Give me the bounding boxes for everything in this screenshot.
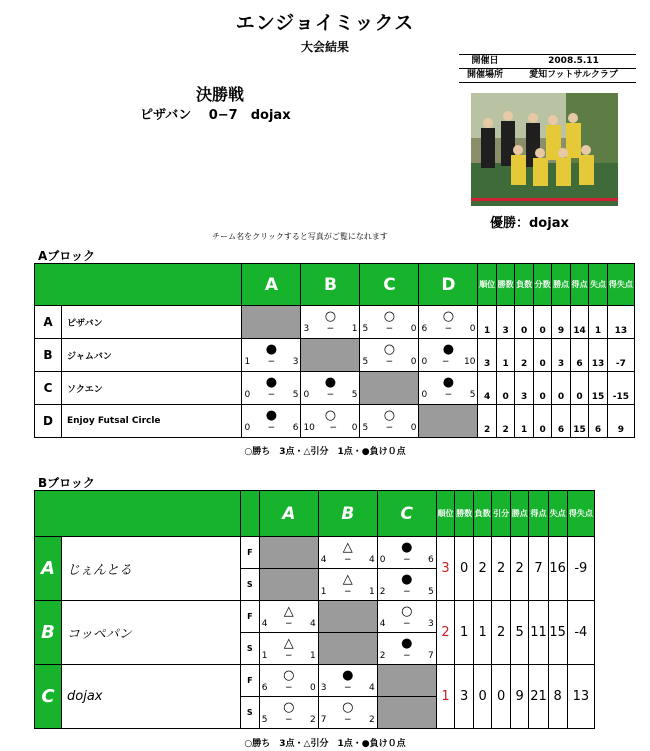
stat-value: 0 (515, 306, 533, 339)
score-against: 3 (428, 618, 434, 629)
score-dash: − (329, 423, 338, 433)
stat-value: 1 (478, 306, 496, 339)
stat-value: -9 (567, 537, 594, 601)
empty-cell (242, 306, 301, 339)
result-mark: △ (283, 635, 294, 651)
score-for: 6 (421, 324, 428, 334)
score-against: 1 (351, 324, 358, 334)
score-for: 0 (421, 357, 428, 367)
result-cell (318, 569, 377, 601)
stat-value: 0 (552, 372, 570, 405)
score (319, 683, 377, 693)
score-for: 2 (379, 650, 386, 661)
page-title: エンジョイミックス (235, 12, 415, 34)
score (419, 390, 477, 400)
score (260, 683, 318, 693)
score (378, 555, 436, 565)
score-for: 6 (261, 682, 268, 693)
stat-value: 6 (570, 339, 588, 372)
stat-value: 13 (567, 665, 594, 729)
block-b-row (35, 537, 595, 569)
score-against: 0 (310, 682, 316, 693)
block-b-fs-header (240, 491, 259, 537)
score (378, 587, 436, 597)
score (301, 390, 359, 400)
stat-value: 2 (510, 537, 529, 601)
stat-value: 0 (473, 665, 492, 729)
score-for: 5 (261, 714, 268, 725)
empty-cell (301, 339, 360, 372)
stat-header: 勝数 (455, 491, 474, 537)
block-a-table (34, 263, 635, 438)
stat-header: 失点 (589, 264, 607, 306)
stat-value: 7 (529, 537, 548, 601)
score-against: 5 (469, 390, 476, 400)
result-mark: ● (324, 375, 337, 390)
empty-cell (360, 372, 419, 405)
score-for: 5 (362, 324, 369, 334)
score-against: 2 (369, 714, 375, 725)
score-dash: − (285, 714, 293, 725)
stat-value: 14 (570, 306, 588, 339)
block-a-row (35, 306, 635, 339)
block-a-row (35, 372, 635, 405)
stat-header: 順位 (478, 264, 496, 306)
result-cell (377, 633, 436, 665)
empty-cell (318, 601, 377, 633)
block-b-col-c: C (377, 491, 436, 537)
result-cell (301, 405, 360, 438)
rank-value: 3 (436, 537, 455, 601)
result-mark: ● (401, 539, 413, 555)
result-mark: ○ (283, 667, 295, 683)
block-b-col-b: B (318, 491, 377, 537)
result-mark: ○ (401, 603, 413, 619)
score-against: 5 (292, 390, 299, 400)
block-a-col-d: D (419, 264, 478, 306)
block-a-legend: ○勝ち 3点・△引分 1点・●負け０点 (244, 447, 406, 457)
score-for: 4 (320, 554, 327, 565)
final-score: ピザバン 0−7 dojax (140, 108, 291, 123)
result-mark: △ (342, 539, 353, 555)
stat-value: 1 (589, 306, 607, 339)
stat-value: 0 (492, 665, 511, 729)
result-mark: ● (265, 342, 278, 357)
page-subtitle: 大会結果 (300, 40, 349, 54)
stat-value: 1 (496, 339, 514, 372)
result-cell (318, 697, 377, 729)
result-cell (259, 665, 318, 697)
rank-value: 1 (436, 665, 455, 729)
score-against: 0 (410, 324, 417, 334)
date-row (459, 54, 636, 69)
empty-cell (318, 633, 377, 665)
row-label: D (35, 405, 62, 438)
result-cell (259, 697, 318, 729)
stat-header: 得失点 (567, 491, 594, 537)
stat-value: 0 (533, 372, 551, 405)
block-b-table (34, 490, 595, 729)
stat-value: 1 (515, 405, 533, 438)
score-for: 1 (261, 650, 268, 661)
stat-header: 得点 (570, 264, 588, 306)
venue-value: 愛知フットサルクラブ (529, 70, 618, 80)
block-b-corner (35, 491, 241, 537)
stat-value: 2 (473, 537, 492, 601)
score-against: 6 (428, 554, 434, 565)
score (242, 423, 300, 433)
stat-value: -7 (607, 339, 634, 372)
score-for: 5 (362, 423, 369, 433)
score (260, 715, 318, 725)
score-for: 1 (244, 357, 251, 367)
score-for: 1 (320, 586, 327, 597)
score (419, 324, 477, 334)
result-cell (318, 537, 377, 569)
row-label: A (35, 537, 62, 601)
result-mark: ○ (383, 309, 396, 324)
score-for: 0 (303, 390, 310, 400)
result-cell (242, 339, 301, 372)
row-label: C (35, 372, 62, 405)
result-mark: ○ (324, 309, 337, 324)
score (301, 324, 359, 334)
date-label: 開催日 (471, 56, 499, 66)
score-for: 3 (303, 324, 310, 334)
result-cell (318, 665, 377, 697)
score (301, 423, 359, 433)
result-cell (242, 405, 301, 438)
score-for: 2 (379, 586, 386, 597)
score-dash: − (344, 682, 352, 693)
block-b-header-row (35, 491, 595, 537)
block-a-col-b: B (301, 264, 360, 306)
stat-value: 15 (570, 405, 588, 438)
result-cell (242, 372, 301, 405)
score-for: 7 (320, 714, 327, 725)
venue-row (459, 69, 636, 83)
stat-header: 得点 (529, 491, 548, 537)
final-title: 決勝戦 (196, 85, 245, 104)
row-label: B (35, 339, 62, 372)
score-against: 4 (369, 682, 375, 693)
score (260, 651, 318, 661)
stat-value: 1 (473, 601, 492, 665)
stat-value: 6 (589, 405, 607, 438)
stat-value: 5 (510, 601, 529, 665)
stat-value: 0 (533, 339, 551, 372)
result-cell (377, 601, 436, 633)
score-dash: − (403, 586, 411, 597)
empty-cell (259, 569, 318, 601)
result-mark: ● (442, 375, 455, 390)
score-for: 4 (261, 618, 268, 629)
stat-value: 2 (496, 405, 514, 438)
result-cell (377, 537, 436, 569)
stat-value: 2 (492, 537, 511, 601)
rank-value: 2 (436, 601, 455, 665)
block-a-row (35, 405, 635, 438)
stat-value: -15 (607, 372, 634, 405)
score (242, 357, 300, 367)
team-name-link[interactable]: dojax (62, 665, 241, 729)
score-against: 0 (351, 423, 358, 433)
score-against: 2 (310, 714, 316, 725)
leg-label: S (240, 633, 259, 665)
stat-value: 15 (589, 372, 607, 405)
score-against: 0 (469, 324, 476, 334)
photo-note: チーム名をクリックすると写真がご覧になれます (212, 232, 388, 241)
stat-header: 勝数 (496, 264, 514, 306)
stat-value: 3 (455, 665, 474, 729)
stat-value: 21 (529, 665, 548, 729)
empty-cell (259, 537, 318, 569)
result-cell (419, 372, 478, 405)
block-a-col-c: C (360, 264, 419, 306)
stat-header: 順位 (436, 491, 455, 537)
score-dash: − (267, 423, 276, 433)
event-info (459, 54, 636, 83)
score-for: 0 (244, 390, 251, 400)
stat-value: 11 (529, 601, 548, 665)
score-against: 10 (463, 357, 476, 367)
stat-value: 1 (455, 601, 474, 665)
score (242, 390, 300, 400)
stat-header: 引分 (492, 491, 511, 537)
result-cell (360, 306, 419, 339)
empty-cell (377, 697, 436, 729)
stat-value: 3 (515, 372, 533, 405)
score-dash: − (326, 324, 335, 334)
result-mark: ○ (383, 342, 396, 357)
score (319, 555, 377, 565)
score-dash: − (385, 324, 394, 334)
result-mark: ● (265, 408, 278, 423)
result-cell (301, 372, 360, 405)
result-cell (259, 633, 318, 665)
result-mark: ○ (324, 408, 337, 423)
team-name-link[interactable]: ジャムバン (62, 339, 242, 372)
score-for: 10 (303, 423, 315, 433)
stat-value: 6 (552, 405, 570, 438)
score-dash: − (385, 423, 394, 433)
score-dash: − (267, 357, 276, 367)
score (360, 357, 418, 367)
stat-value: 3 (552, 339, 570, 372)
team-photo-image (471, 93, 618, 206)
score-dash: − (267, 390, 276, 400)
stat-header: 勝点 (510, 491, 529, 537)
score-for: 3 (320, 682, 327, 693)
winner-label: 優勝：dojax (490, 216, 569, 231)
score (360, 324, 418, 334)
score-for: 5 (362, 357, 369, 367)
stat-header: 負数 (473, 491, 492, 537)
score-dash: − (344, 714, 352, 725)
block-a-header-row (35, 264, 635, 306)
score-dash: − (403, 554, 411, 565)
result-mark: ● (442, 342, 455, 357)
score-against: 1 (310, 650, 316, 661)
result-cell (360, 339, 419, 372)
score-against: 3 (292, 357, 299, 367)
team-name-link[interactable]: ピザバン (62, 306, 242, 339)
team-name-link[interactable]: じぇんとる (62, 537, 241, 601)
block-a-col-a: A (242, 264, 301, 306)
score-against: 6 (292, 423, 299, 433)
stat-header: 得失点 (607, 264, 634, 306)
result-mark: ○ (342, 699, 354, 715)
score (260, 619, 318, 629)
stat-value: 0 (570, 372, 588, 405)
row-label: A (35, 306, 62, 339)
score-dash: − (444, 390, 453, 400)
stat-value: 2 (515, 339, 533, 372)
stat-value: 9 (552, 306, 570, 339)
result-mark: ● (401, 571, 413, 587)
result-mark: ● (342, 667, 354, 683)
result-mark: ○ (283, 699, 295, 715)
block-a-corner (35, 264, 242, 306)
score-dash: − (385, 357, 394, 367)
score-for: 4 (379, 618, 386, 629)
team-name-link[interactable]: Enjoy Futsal Circle (62, 405, 242, 438)
result-mark: ○ (442, 309, 455, 324)
result-mark: ○ (383, 408, 396, 423)
team-photo (471, 93, 618, 206)
leg-label: S (240, 569, 259, 601)
stat-value: 9 (510, 665, 529, 729)
block-a-row (35, 339, 635, 372)
result-mark: △ (342, 571, 353, 587)
empty-cell (419, 405, 478, 438)
result-mark: ● (401, 635, 413, 651)
score (319, 587, 377, 597)
leg-label: F (240, 537, 259, 569)
team-name-link[interactable]: ソクエン (62, 372, 242, 405)
result-cell (301, 306, 360, 339)
score (319, 715, 377, 725)
score-for: 0 (244, 423, 251, 433)
leg-label: S (240, 697, 259, 729)
score-against: 0 (410, 357, 417, 367)
row-label: B (35, 601, 62, 665)
stat-value: 15 (548, 601, 567, 665)
result-cell (377, 569, 436, 601)
score-against: 1 (369, 586, 375, 597)
score-against: 7 (428, 650, 434, 661)
block-b-row (35, 665, 595, 697)
score-dash: − (285, 682, 293, 693)
score-dash: − (441, 357, 450, 367)
score-against: 5 (428, 586, 434, 597)
stat-value: 16 (548, 537, 567, 601)
score (419, 357, 477, 367)
result-cell (360, 405, 419, 438)
stat-value: 4 (478, 372, 496, 405)
team-name-link[interactable]: コッペパン (62, 601, 241, 665)
block-b-legend: ○勝ち 3点・△引分 1点・●負け０点 (244, 739, 406, 749)
score-dash: − (444, 324, 453, 334)
stat-value: 0 (496, 372, 514, 405)
leg-label: F (240, 665, 259, 697)
block-b-title: Bブロック (38, 476, 95, 490)
stat-value: 8 (548, 665, 567, 729)
block-a-title: Aブロック (38, 249, 96, 263)
stat-value: 0 (533, 405, 551, 438)
score-dash: − (326, 390, 335, 400)
stat-value: 3 (478, 339, 496, 372)
score-for: 0 (421, 390, 428, 400)
score-dash: − (285, 618, 293, 629)
row-label: C (35, 665, 62, 729)
venue-label: 開催場所 (466, 70, 503, 80)
score (378, 619, 436, 629)
result-mark: △ (283, 603, 294, 619)
stat-value: 0 (455, 537, 474, 601)
stat-header: 分数 (533, 264, 551, 306)
stat-header: 失点 (548, 491, 567, 537)
score-against: 4 (369, 554, 375, 565)
score-for: 0 (379, 554, 386, 565)
score-dash: − (344, 586, 352, 597)
stat-value: 9 (607, 405, 634, 438)
result-cell (419, 339, 478, 372)
score (378, 651, 436, 661)
stat-value: 13 (607, 306, 634, 339)
score-dash: − (344, 554, 352, 565)
score-against: 0 (410, 423, 417, 433)
stat-value: 3 (496, 306, 514, 339)
stat-value: 2 (478, 405, 496, 438)
stat-value: -4 (567, 601, 594, 665)
stat-value: 2 (492, 601, 511, 665)
date-value: 2008.5.11 (548, 56, 599, 66)
score-dash: − (403, 650, 411, 661)
stat-header: 勝点 (552, 264, 570, 306)
result-cell (259, 601, 318, 633)
score-dash: − (285, 650, 293, 661)
score (360, 423, 418, 433)
stat-value: 0 (533, 306, 551, 339)
block-b-col-a: A (259, 491, 318, 537)
score-against: 4 (310, 618, 316, 629)
stat-value: 13 (589, 339, 607, 372)
stat-header: 負数 (515, 264, 533, 306)
score-dash: − (403, 618, 411, 629)
result-mark: ● (265, 375, 278, 390)
leg-label: F (240, 601, 259, 633)
empty-cell (377, 665, 436, 697)
block-b-row (35, 601, 595, 633)
result-cell (419, 306, 478, 339)
score-against: 5 (351, 390, 358, 400)
